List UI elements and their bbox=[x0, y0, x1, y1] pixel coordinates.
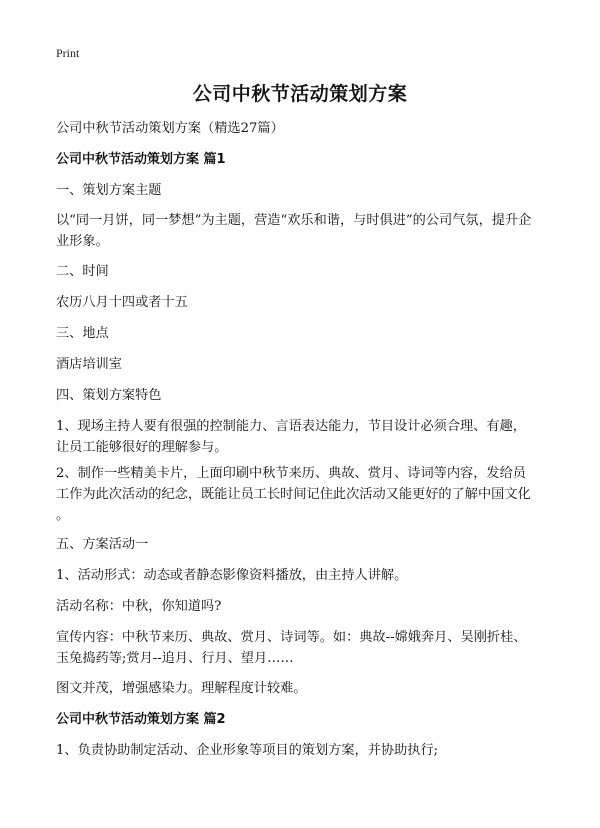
page-title: 公司中秋节活动策划方案 bbox=[192, 83, 408, 105]
feature-2-line: 2、制作一些精美卡片，上面印刷中秋节来历、典故、赏月、诗词等内容，发给员 bbox=[56, 466, 526, 481]
time-heading: 二、时间 bbox=[56, 264, 109, 279]
time-text: 农历八月十四或者十五 bbox=[56, 295, 188, 310]
theme-text-line: 以“同一月饼，同一梦想”为主题，营造“欢乐和谐，与时俱进”的公司气氛，提升企 bbox=[56, 213, 532, 228]
features-heading: 四、策划方案特色 bbox=[56, 388, 162, 403]
feature-1-line: 1、现场主持人要有很强的控制能力、言语表达能力，节目设计必须合理、有趣， bbox=[56, 419, 526, 434]
feature-1-paragraph bbox=[56, 416, 546, 458]
visual-note: 图文并茂，增强感染力。理解程度计较难。 bbox=[56, 681, 307, 696]
subtitle: 公司中秋节活动策划方案（精选27篇） bbox=[56, 121, 284, 136]
promo-line: 宣传内容：中秋节来历、典故、赏月、诗词等。如：典故--嫦娥奔月、吴刚折桂、 bbox=[56, 630, 527, 645]
activity-name: 活动名称：中秋，你知道吗? bbox=[56, 599, 222, 614]
place-text: 酒店培训室 bbox=[56, 357, 122, 372]
theme-heading: 一、策划方案主题 bbox=[56, 183, 162, 198]
theme-text-line: 业形象。 bbox=[56, 234, 109, 249]
theme-paragraph bbox=[56, 210, 546, 252]
activity-heading: 五、方案活动一 bbox=[56, 537, 149, 552]
print-label: Print bbox=[56, 46, 80, 60]
activity-form: 1、活动形式：动态或者静态影像资料播放，由主持人讲解。 bbox=[56, 568, 408, 583]
section-heading-2: 公司中秋节活动策划方案 篇2 bbox=[56, 712, 226, 727]
feature-2-line: 工作为此次活动的纪念，既能让员工长时间记住此次活动又能更好的了解中国文化 bbox=[56, 487, 531, 502]
feature-1-line: 让员工能够很好的理解参与。 bbox=[56, 440, 228, 455]
promo-line: 玉兔捣药等;赏月--追月、行月、望月…… bbox=[56, 651, 294, 666]
promo-paragraph bbox=[56, 627, 546, 669]
place-heading: 三、地点 bbox=[56, 326, 109, 341]
section-2-item-1: 1、负责协助制定活动、企业形象等项目的策划方案，并协助执行; bbox=[56, 743, 439, 758]
section-heading-1: 公司中秋节活动策划方案 篇1 bbox=[56, 152, 226, 167]
feature-2-line: 。 bbox=[56, 508, 70, 523]
feature-2-paragraph bbox=[56, 463, 546, 526]
